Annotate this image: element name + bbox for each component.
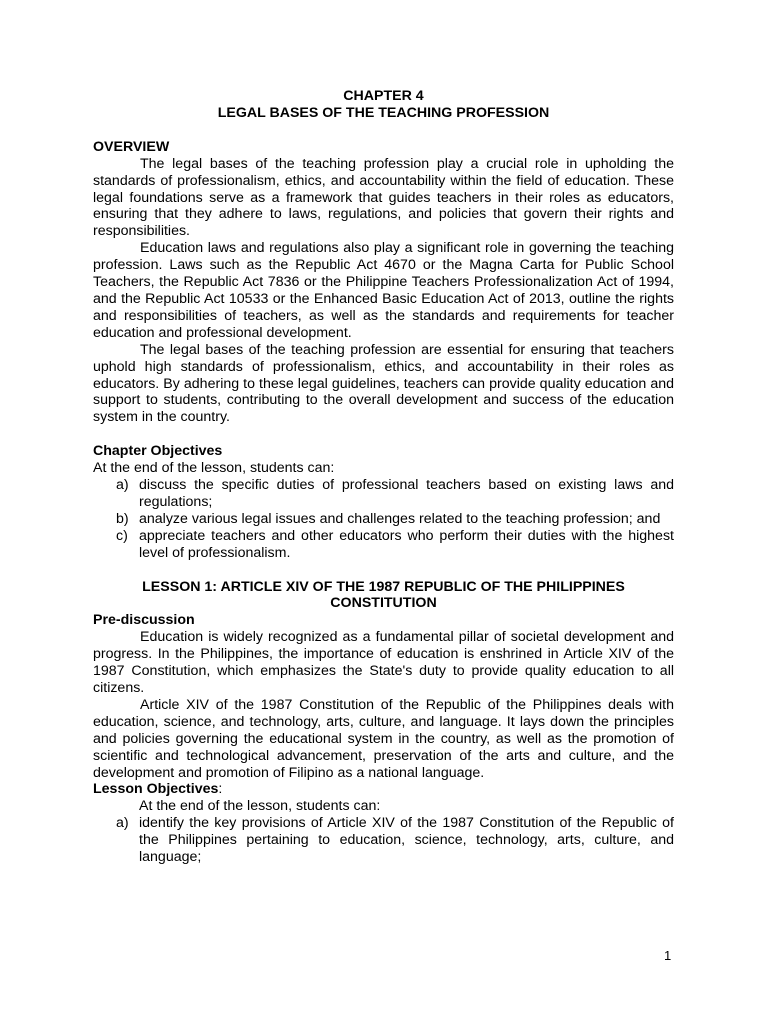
chapter-objectives-list: [93, 477, 674, 562]
overview-paragraph-2: Education laws and regulations also play a significant role in governing the teaching profession. Laws such as the Republic Act 4670 or the Magna Carta for Public School Teachers, the Republic Act 7836 or the Philippine Teachers Professionalization Act of 1994, and the Republic Act 10533 or the Enhanced Basic Education Act of 2013, outline the rights and responsibilities of teachers, as well as the standards and requirements for teacher education and professional development.: [93, 240, 674, 341]
page-number: 1: [664, 948, 672, 963]
lesson-objectives-list: [93, 815, 674, 866]
lesson-paragraph-1: Education is widely recognized as a fundamental pillar of societal development and progress. In the Philippines, the importance of education is enshrined in Article XIV of the 1987 Constitution, which emphasizes the State's duty to provide quality education to all citizens.: [93, 629, 674, 696]
spacer: [93, 562, 674, 579]
list-item: [93, 511, 674, 528]
list-marker: c): [116, 527, 128, 544]
lesson-title: LESSON 1: ARTICLE XIV OF THE 1987 REPUBLIC OF THE PHILIPPINES CONSTITUTION: [142, 578, 625, 612]
lesson-paragraph-2: Article XIV of the 1987 Constitution of the Republic of the Philippines deals with education, science, and technology, arts, culture, and language. It lays down the principles and policies governing the educational system in the country, as well as the promotion of scientific and technological advancement, preservation of the arts and culture, and the development and promotion of Filipino as a national language.: [93, 696, 674, 781]
list-item: [93, 477, 674, 511]
chapter-objectives-heading: Chapter Objectives: [93, 443, 223, 460]
prediscussion-heading: Pre-discussion: [93, 612, 195, 629]
overview-heading: OVERVIEW: [93, 138, 170, 155]
list-item-text: identify the key provisions of Article XIV of the 1987 Constitution of the Republic of the Philippines pertaining to education, science, technology, arts, culture, and language;: [139, 815, 674, 866]
list-marker: a): [116, 477, 129, 494]
list-item: [93, 815, 674, 866]
chapter-number: CHAPTER 4: [343, 88, 424, 104]
list-item: [93, 528, 674, 562]
lesson-objectives-colon: :: [218, 781, 223, 798]
list-marker: b): [116, 510, 129, 527]
list-item-text: appreciate teachers and other educators who perform their duties with the highest level of professionalism.: [139, 527, 674, 561]
list-item-text: discuss the specific duties of professional teachers based on existing laws and regulations;: [139, 477, 674, 510]
lesson-objectives-heading: Lesson Objectives: [93, 781, 219, 798]
page-content: [93, 88, 674, 866]
lesson-objectives-intro: At the end of the lesson, students can:: [139, 798, 381, 815]
spacer: [93, 122, 674, 139]
chapter-objectives-intro: At the end of the lesson, students can:: [93, 460, 335, 477]
lesson-objectives-heading-line: [93, 781, 674, 798]
chapter-title: LEGAL BASES OF THE TEACHING PROFESSION: [217, 104, 550, 121]
overview-paragraph-3: The legal bases of the teaching profession are essential for ensuring that teachers uphold high standards of professionalism, ethics, and accountability in their roles as educators. By adhering to these legal guidelines, teachers can provide quality education and support to students, contributing to the overall development and success of the education system in the country.: [93, 341, 674, 426]
list-marker: a): [116, 815, 129, 832]
overview-paragraph-1: The legal bases of the teaching profession play a crucial role in upholding the standards of professionalism, ethics, and accountability within the field of education. These legal foundations serve as a framework that guides teachers in their roles as educators, ensuring that they adhere to laws, regulations, and policies that govern their rights and responsibilities.: [93, 155, 674, 240]
list-item-text: analyze various legal issues and challenges related to the teaching profession; and: [139, 510, 661, 527]
spacer: [93, 426, 674, 443]
